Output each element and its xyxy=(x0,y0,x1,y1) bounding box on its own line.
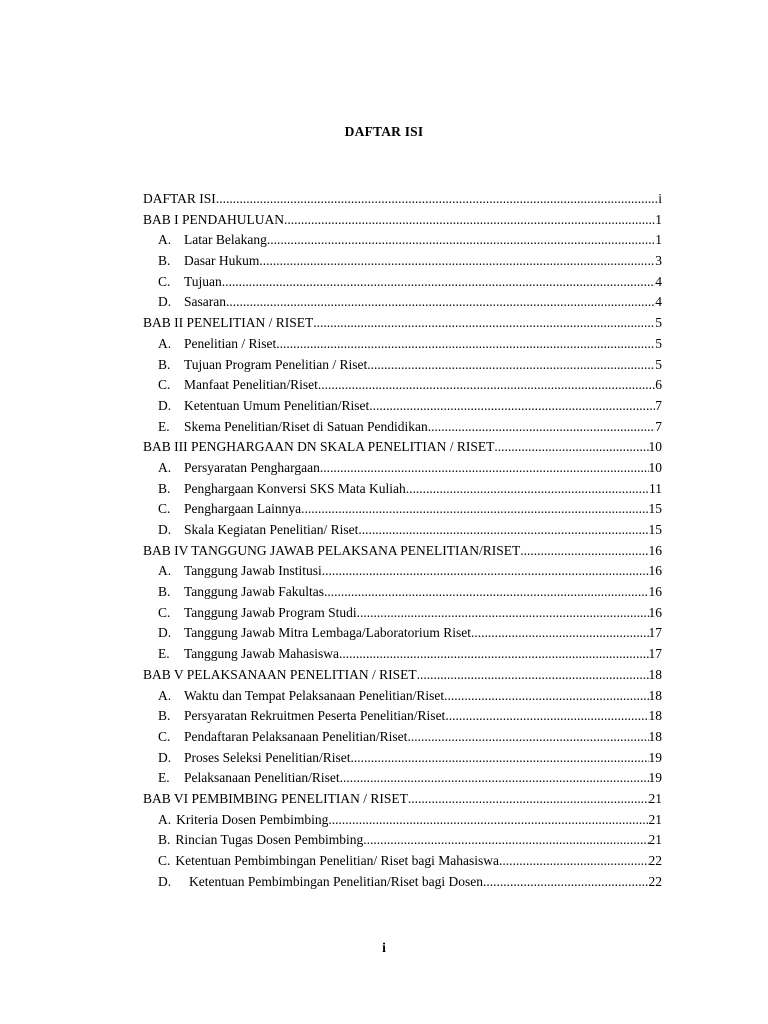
toc-dot-leader xyxy=(520,541,648,562)
toc-dot-leader xyxy=(408,789,649,810)
toc-dot-leader xyxy=(324,582,648,603)
toc-entry-page-number: 11 xyxy=(649,480,662,496)
toc-section-entry xyxy=(143,230,662,251)
toc-entry-letter: D. xyxy=(158,294,172,310)
toc-dot-leader xyxy=(322,561,649,582)
toc-section-entry xyxy=(143,706,662,727)
table-of-contents xyxy=(143,189,662,892)
toc-dot-leader xyxy=(276,334,655,355)
toc-entry-letter: A. xyxy=(158,811,172,827)
toc-section-entry xyxy=(143,292,662,313)
toc-entry-label: DAFTAR ISI xyxy=(143,191,216,206)
toc-entry-label: Kriteria Dosen Pembimbing xyxy=(176,811,329,827)
page-number: i xyxy=(382,940,386,955)
toc-entry-letter: C. xyxy=(158,273,171,289)
toc-entry-label: Tanggung Jawab Institusi xyxy=(184,563,322,579)
toc-entry-label: BAB V PELAKSANAAN PENELITIAN / RISET xyxy=(143,666,417,682)
toc-entry-page-number: 16 xyxy=(648,584,662,600)
toc-entry-page-number: 15 xyxy=(648,522,662,537)
toc-entry-page-number: 19 xyxy=(648,770,662,786)
toc-entry-letter: C. xyxy=(158,377,171,393)
toc-dot-leader xyxy=(444,686,648,707)
toc-entry-label: BAB VI PEMBIMBING PENELITIAN / RISET xyxy=(143,790,408,806)
toc-entry-label: Ketentuan Pembimbingan Penelitian/ Riset bagi Mahasiswa xyxy=(175,853,499,868)
toc-section-entry xyxy=(143,458,662,479)
toc-section-entry xyxy=(143,603,662,624)
toc-entry-label: BAB IV TANGGUNG JAWAB PELAKSANA PENELITIAN/RISET xyxy=(143,542,521,558)
toc-section-entry xyxy=(143,375,662,396)
toc-section-entry xyxy=(143,872,662,893)
toc-entry-label: Persyaratan Rekruitmen Peserta Penelitian/Riset xyxy=(184,708,446,724)
toc-entry-page-number: 19 xyxy=(648,749,662,765)
toc-dot-leader xyxy=(267,230,655,251)
toc-dot-leader xyxy=(351,748,649,769)
toc-entry-letter: D. xyxy=(158,625,172,641)
toc-dot-leader xyxy=(320,458,649,479)
toc-dot-leader xyxy=(357,603,649,624)
toc-entry-label: Penghargaan Konversi SKS Mata Kuliah xyxy=(184,480,406,496)
toc-entry-letter: A. xyxy=(158,335,172,351)
toc-chapter-entry xyxy=(143,210,662,231)
toc-section-entry xyxy=(143,396,662,417)
toc-section-entry xyxy=(143,727,662,748)
toc-entry-label: Rincian Tugas Dosen Pembimbing xyxy=(175,832,364,848)
toc-entry-label: Skala Kegiatan Penelitian/ Riset xyxy=(184,522,359,537)
toc-section-entry xyxy=(143,830,662,851)
toc-entry-page-number: 10 xyxy=(648,439,662,455)
toc-entry-letter: A. xyxy=(158,687,172,703)
toc-entry-letter: C. xyxy=(158,728,171,744)
toc-entry-page-number: i xyxy=(658,191,662,206)
toc-entry-letter: B. xyxy=(158,356,171,372)
toc-entry-letter: B. xyxy=(158,253,171,269)
toc-dot-leader xyxy=(499,851,649,872)
toc-entry-label: Tujuan xyxy=(184,273,222,289)
toc-entry-page-number: 5 xyxy=(655,356,662,372)
toc-section-entry xyxy=(143,748,662,769)
toc-entry-page-number: 16 xyxy=(648,563,662,579)
toc-section-entry xyxy=(143,851,662,872)
toc-entry-page-number: 17 xyxy=(648,625,662,641)
toc-entry-page-number: 1 xyxy=(655,211,662,227)
toc-entry-label: Dasar Hukum xyxy=(184,253,260,269)
toc-dot-leader xyxy=(406,479,649,500)
toc-dot-leader xyxy=(494,437,648,458)
toc-entry-page-number: 4 xyxy=(655,273,662,289)
toc-entry-page-number: 7 xyxy=(655,397,662,413)
toc-entry-letter: D. xyxy=(158,749,172,765)
toc-entry-letter: C. xyxy=(158,501,171,517)
toc-section-entry xyxy=(143,520,662,541)
toc-dot-leader xyxy=(417,665,649,686)
toc-dot-leader xyxy=(226,292,655,313)
toc-entry-page-number: 15 xyxy=(648,501,662,517)
toc-dot-leader xyxy=(483,872,649,893)
toc-entry-label: Tanggung Jawab Program Studi xyxy=(184,604,357,620)
toc-section-entry xyxy=(143,355,662,376)
toc-entry-letter: E. xyxy=(158,770,170,786)
toc-entry-label: Penghargaan Lainnya xyxy=(184,501,302,517)
toc-entry-page-number: 16 xyxy=(648,604,662,620)
toc-chapter-entry xyxy=(143,789,662,810)
toc-dot-leader xyxy=(313,313,655,334)
toc-entry-page-number: 17 xyxy=(648,646,662,662)
toc-entry-page-number: 18 xyxy=(648,708,662,724)
toc-dot-leader xyxy=(363,830,648,851)
toc-entry-page-number: 5 xyxy=(655,335,662,351)
toc-entry-label: BAB III PENGHARGAAN DN SKALA PENELITIAN / RISET xyxy=(143,439,495,455)
toc-entry-page-number: 21 xyxy=(648,832,662,848)
toc-dot-leader xyxy=(471,623,649,644)
toc-dot-leader xyxy=(301,499,648,520)
toc-section-entry xyxy=(143,561,662,582)
toc-entry-label: Skema Penelitian/Riset di Satuan Pendidikan xyxy=(184,418,428,434)
toc-entry-label: Latar Belakang xyxy=(184,232,267,248)
toc-entry-label: Tanggung Jawab Mahasiswa xyxy=(184,646,340,662)
toc-dot-leader xyxy=(445,706,648,727)
toc-entry-label: Tanggung Jawab Fakultas xyxy=(184,584,325,600)
toc-chapter-entry xyxy=(143,437,662,458)
toc-entry-label: Proses Seleksi Penelitian/Riset xyxy=(184,749,351,765)
toc-dot-leader xyxy=(340,768,649,789)
toc-entry-label: Sasaran xyxy=(184,294,226,310)
toc-entry-label: Pendaftaran Pelaksanaan Penelitian/Riset xyxy=(184,728,408,744)
toc-dot-leader xyxy=(339,644,648,665)
toc-section-entry xyxy=(143,272,662,293)
toc-entry-page-number: 16 xyxy=(648,542,662,558)
toc-entry-page-number: 1 xyxy=(655,232,662,248)
toc-entry-page-number: 3 xyxy=(655,253,662,269)
toc-entry-letter: B. xyxy=(158,708,171,724)
toc-dot-leader xyxy=(407,727,648,748)
toc-entry-letter: A. xyxy=(158,232,172,248)
toc-dot-leader xyxy=(369,396,655,417)
toc-entry-label: Ketentuan Umum Penelitian/Riset xyxy=(184,397,370,413)
toc-section-entry xyxy=(143,417,662,438)
toc-entry-label: Tanggung Jawab Mitra Lembaga/Laboratorium Riset xyxy=(184,625,471,641)
toc-entry-page-number: 7 xyxy=(655,418,662,434)
toc-dot-leader xyxy=(358,520,648,541)
toc-dot-leader xyxy=(428,417,656,438)
toc-entry-page-number: 18 xyxy=(648,666,662,682)
toc-entry-page-number: 21 xyxy=(648,790,662,806)
toc-entry-letter: A. xyxy=(158,563,172,579)
toc-entry-page-number: 10 xyxy=(648,459,662,475)
toc-entry-label: Penelitian / Riset xyxy=(184,335,277,351)
toc-dot-leader xyxy=(328,810,648,831)
toc-dot-leader xyxy=(367,355,655,376)
toc-entry-letter: C. xyxy=(158,604,171,620)
toc-entry-page-number: 4 xyxy=(655,294,662,310)
toc-entry-letter: B. xyxy=(158,480,171,496)
toc-entry-label: Waktu dan Tempat Pelaksanaan Penelitian/Riset xyxy=(184,687,445,703)
toc-entry-letter: D. xyxy=(158,397,172,413)
toc-entry-label: Ketentuan Pembimbingan Penelitian/Riset bagi Dosen xyxy=(189,873,483,889)
toc-section-entry xyxy=(143,582,662,603)
toc-entry-label: BAB I PENDAHULUAN xyxy=(143,211,284,227)
toc-section-entry xyxy=(143,623,662,644)
toc-dot-leader xyxy=(222,272,655,293)
toc-dot-leader xyxy=(259,251,655,272)
toc-section-entry xyxy=(143,644,662,665)
toc-chapter-entry xyxy=(143,189,662,210)
toc-entry-letter: E. xyxy=(158,646,170,662)
toc-section-entry xyxy=(143,334,662,355)
toc-entry-page-number: 22 xyxy=(648,873,662,889)
toc-entry-letter: A. xyxy=(158,459,172,475)
toc-entry-page-number: 18 xyxy=(648,687,662,703)
toc-entry-letter: D. xyxy=(158,873,172,889)
toc-section-entry xyxy=(143,499,662,520)
toc-section-entry xyxy=(143,810,662,831)
toc-entry-letter: C. xyxy=(158,853,171,868)
toc-entry-label: Tujuan Program Penelitian / Riset xyxy=(184,356,368,372)
toc-entry-label: BAB II PENELITIAN / RISET xyxy=(143,315,314,331)
toc-entry-letter: B. xyxy=(158,832,171,848)
toc-chapter-entry xyxy=(143,541,662,562)
toc-section-entry xyxy=(143,479,662,500)
toc-entry-label: Persyaratan Penghargaan xyxy=(184,459,320,475)
toc-chapter-entry xyxy=(143,665,662,686)
toc-section-entry xyxy=(143,768,662,789)
toc-entry-page-number: 5 xyxy=(655,315,662,331)
toc-entry-page-number: 22 xyxy=(648,853,662,868)
toc-dot-leader xyxy=(318,375,655,396)
toc-dot-leader xyxy=(284,210,655,231)
toc-entry-page-number: 6 xyxy=(655,377,662,393)
toc-section-entry xyxy=(143,686,662,707)
toc-entry-label: Manfaat Penelitian/Riset xyxy=(184,377,318,393)
toc-entry-letter: E. xyxy=(158,418,170,434)
toc-entry-label: Pelaksanaan Penelitian/Riset xyxy=(184,770,340,786)
toc-section-entry xyxy=(143,251,662,272)
toc-entry-page-number: 18 xyxy=(648,728,662,744)
toc-chapter-entry xyxy=(143,313,662,334)
toc-entry-letter: D. xyxy=(158,522,172,537)
page-title: DAFTAR ISI xyxy=(344,124,424,139)
toc-entry-page-number: 21 xyxy=(648,811,662,827)
toc-dot-leader xyxy=(216,189,658,210)
toc-entry-letter: B. xyxy=(158,584,171,600)
